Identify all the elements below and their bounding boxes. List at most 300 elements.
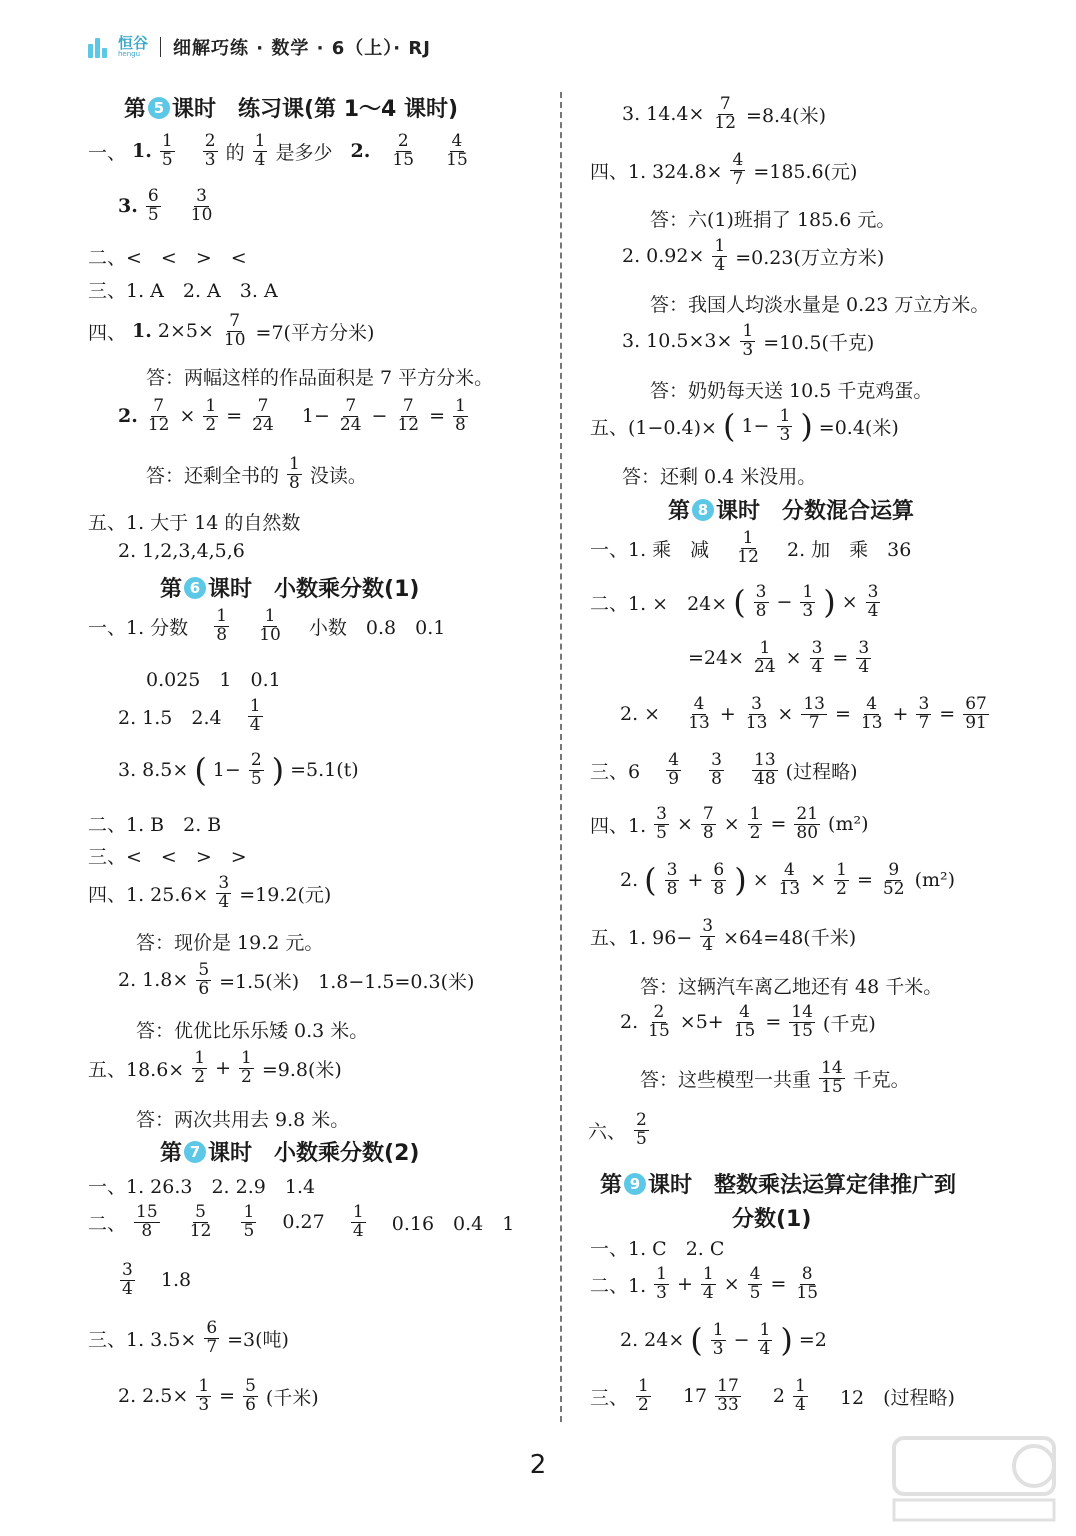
fraction — [754, 584, 769, 621]
fraction-numerator: 4 — [451, 131, 463, 151]
answer-line: 五、(1−0.4)× ( 1− $\frac{1}{3}$ ) =0.4(米) — [590, 406, 899, 446]
fraction-numerator: 1 — [194, 1048, 206, 1068]
fraction-denominator: 2 — [749, 822, 761, 843]
fraction — [239, 1050, 254, 1087]
fraction — [712, 238, 727, 275]
answer-line: $\frac{3}{4}$ 1.8 — [122, 1260, 192, 1299]
answer-line: 2. 2.5× $\frac{1}{3}$ = $\frac{5}{6}$ (千米) — [118, 1376, 319, 1415]
fraction-numerator: 1 — [742, 321, 754, 341]
fraction-numerator: 5 — [195, 1202, 206, 1222]
fraction-numerator: 3 — [755, 582, 767, 602]
fraction — [196, 962, 211, 999]
answer-line: 二、1. × 24× ( $\frac{3}{8}$ − $\frac{1}{3}$ ) × $\frac{3}{4}$ — [590, 582, 879, 622]
fraction-denominator: 4 — [795, 1394, 806, 1415]
fraction-numerator: 7 — [257, 396, 269, 416]
fraction-numerator: 1 — [712, 1320, 724, 1340]
fraction-numerator: 1 — [759, 1320, 771, 1340]
lesson-number-badge: 7 — [184, 1141, 206, 1163]
section-subtitle-lesson-9: 分数(1) — [732, 1207, 812, 1232]
fraction — [819, 1060, 845, 1097]
fraction-numerator: 2 — [397, 131, 409, 151]
fraction-numerator: 15 — [136, 1202, 158, 1222]
fraction-denominator: 15 — [392, 149, 415, 170]
fraction-numerator: 4 — [866, 694, 878, 714]
answer-line: 答：这些模型一共重 $\frac{14}{15}$ 千克。 — [640, 1058, 910, 1097]
fraction-denominator: 3 — [204, 149, 216, 170]
answer-line: 一、1. 26.3 2. 2.9 1.4 — [88, 1176, 316, 1198]
fraction-numerator: 13 — [754, 750, 776, 770]
fraction — [654, 806, 669, 843]
answer-line: 一、1. C 2. C — [590, 1238, 725, 1260]
fraction-numerator: 2 — [204, 131, 216, 151]
fraction — [701, 1266, 716, 1303]
fraction-denominator: 8 — [289, 472, 300, 493]
fraction-denominator: 3 — [712, 1338, 724, 1359]
fraction-denominator: 2 — [194, 1066, 206, 1087]
fraction-numerator: 1 — [638, 1376, 649, 1396]
fraction — [715, 1378, 741, 1415]
fraction — [730, 152, 745, 189]
fraction-numerator: 2 — [636, 1110, 647, 1130]
fraction — [810, 640, 825, 677]
fraction-numerator: 1 — [216, 606, 228, 626]
fraction — [666, 752, 681, 789]
answer-line: 三、< < > > — [88, 846, 247, 868]
fraction-denominator: 13 — [745, 712, 768, 733]
fraction — [214, 608, 229, 645]
answer-line: 答：六(1)班捐了 185.6 元。 — [650, 209, 896, 231]
fraction — [789, 1004, 815, 1041]
fraction-denominator: 4 — [759, 1338, 771, 1359]
answer-line: 二、< < > < — [88, 247, 247, 269]
fraction — [250, 398, 276, 435]
fraction-denominator: 7 — [918, 712, 930, 733]
fraction-numerator: 4 — [784, 860, 795, 880]
answer-line: 2. 1,2,3,4,5,6 — [118, 540, 245, 562]
answer-line: 二、 $\frac{15}{8}$ $\frac{5}{12}$ $\frac{1}{5}$ 0.27 $\frac{1}{4}$ 0.16 0.4 1 — [88, 1202, 515, 1241]
fraction — [963, 696, 989, 733]
fraction-numerator: 6 — [147, 186, 159, 206]
fraction-numerator: 1 — [254, 131, 266, 151]
fraction-denominator: 15 — [821, 1076, 843, 1097]
fraction-denominator: 4 — [249, 714, 261, 735]
fraction-denominator: 15 — [791, 1020, 813, 1041]
fraction — [216, 875, 231, 912]
fraction-numerator: 1 — [205, 396, 217, 416]
fraction — [700, 918, 715, 955]
fraction-numerator: 9 — [888, 860, 900, 880]
fraction-numerator: 8 — [801, 1264, 813, 1284]
fraction — [711, 1322, 726, 1359]
fraction-denominator: 52 — [882, 878, 905, 899]
fraction — [636, 1378, 651, 1415]
fraction-numerator: 3 — [918, 694, 930, 714]
answer-line: 2. × $\frac{4}{13}$ + $\frac{3}{13}$ × $\frac{13}{7}$ = $\frac{4}{13}$ + $\frac{3}{7}$ = $\frac{67}{91}$ — [620, 694, 987, 733]
fraction-denominator: 10 — [190, 204, 213, 225]
fraction-numerator: 3 — [196, 186, 207, 206]
fraction — [711, 862, 726, 899]
fraction-numerator: 1 — [759, 638, 771, 658]
fraction — [248, 698, 263, 735]
fraction-numerator: 3 — [751, 694, 762, 714]
fraction — [834, 862, 849, 899]
fraction-numerator: 7 — [229, 311, 241, 331]
fraction-numerator: 1 — [702, 1264, 714, 1284]
fraction — [189, 188, 215, 225]
fraction-numerator: 1 — [352, 1202, 364, 1222]
fraction-denominator: 4 — [702, 1282, 714, 1303]
section-title-lesson-6: 第 6 课时 小数乘分数(1) — [160, 577, 420, 602]
answer-line: 答：奶奶每天送 10.5 千克鸡蛋。 — [650, 380, 933, 402]
fraction-numerator: 1 — [455, 396, 466, 416]
answer-line: 一、1. 分数 $\frac{1}{8}$ $\frac{1}{10}$ 小数 0.8 0.1 — [88, 606, 446, 645]
fraction-denominator: 13 — [688, 712, 710, 733]
fraction-numerator: 7 — [402, 396, 414, 416]
fraction-denominator: 12 — [189, 1220, 212, 1241]
answer-line: 答：两次共用去 9.8 米。 — [136, 1109, 350, 1131]
fraction-numerator: 3 — [656, 804, 667, 824]
answer-line: 答：还剩全书的 $\frac{1}{8}$ 没读。 — [146, 454, 367, 493]
fraction-denominator: 5 — [243, 1220, 255, 1241]
fraction — [732, 1004, 758, 1041]
fraction-numerator: 3 — [711, 750, 722, 770]
fraction-numerator: 3 — [702, 916, 714, 936]
book-title: 细解巧练 · 数学 · 6（上）· RJ — [173, 38, 431, 59]
fraction — [735, 530, 761, 567]
brand-logo-icon — [88, 36, 110, 58]
fraction-denominator: 6 — [245, 1394, 256, 1415]
fraction — [758, 1322, 773, 1359]
fraction-denominator: 12 — [397, 414, 420, 435]
fraction-denominator: 13 — [860, 712, 883, 733]
answer-line: 四、1. $\frac{3}{5}$ × $\frac{7}{8}$ × $\frac{1}{2}$ = $\frac{21}{80}$ (m²) — [590, 804, 869, 843]
fraction-denominator: 24 — [339, 414, 362, 435]
fraction — [748, 806, 763, 843]
fraction-denominator: 15 — [733, 1020, 756, 1041]
fraction — [777, 408, 792, 445]
fraction-denominator: 24 — [252, 414, 274, 435]
fraction-denominator: 5 — [749, 1282, 761, 1303]
fraction — [390, 133, 416, 170]
fraction — [748, 1266, 763, 1303]
fraction — [801, 696, 827, 733]
fraction — [744, 696, 770, 733]
fraction-numerator: 1 — [249, 696, 261, 716]
fraction-denominator: 4 — [811, 656, 823, 677]
fraction-denominator: 3 — [779, 424, 791, 445]
section-title-lesson-7: 第 7 课时 小数乘分数(2) — [160, 1141, 420, 1166]
fraction-numerator: 6 — [713, 860, 725, 880]
fraction-denominator: 3 — [742, 339, 754, 360]
fraction-denominator: 12 — [714, 112, 737, 133]
answer-line: 二、1. $\frac{1}{3}$ + $\frac{1}{4}$ × $\frac{4}{5}$ = $\frac{8}{15}$ — [590, 1264, 819, 1303]
answer-line: 2. 1.5 2.4 $\frac{1}{4}$ — [118, 696, 261, 735]
section-title-lesson-9: 第 9 课时 整数乘法运算定律推广到 — [600, 1173, 957, 1198]
fraction-denominator: 15 — [446, 149, 468, 170]
fraction — [192, 1050, 207, 1087]
fraction — [253, 133, 268, 170]
answer-line: 答：优优比乐乐矮 0.3 米。 — [136, 1020, 369, 1042]
answer-line: 二、1. B 2. B — [88, 814, 222, 836]
fraction-numerator: 3 — [811, 638, 823, 658]
fraction-numerator: 1 — [795, 1376, 806, 1396]
fraction — [188, 1204, 214, 1241]
fraction-numerator: 1 — [714, 236, 726, 256]
fraction — [203, 398, 218, 435]
fraction — [203, 133, 218, 170]
fraction-numerator: 7 — [153, 396, 165, 416]
fraction-denominator: 2 — [240, 1066, 252, 1087]
fraction-denominator: 8 — [702, 822, 714, 843]
fraction-denominator: 8 — [666, 878, 678, 899]
fraction — [146, 398, 172, 435]
watermark-stamp-icon — [884, 1428, 1064, 1528]
fraction-denominator: 8 — [141, 1220, 153, 1241]
fraction-denominator: 8 — [713, 878, 725, 899]
fraction-numerator: 1 — [161, 131, 173, 151]
fraction-numerator: 4 — [732, 150, 744, 170]
fraction-numerator: 5 — [245, 1376, 256, 1396]
column-divider — [560, 92, 562, 1422]
fraction — [709, 752, 724, 789]
answer-line: 答：两幅这样的作品面积是 7 平方分米。 — [146, 367, 494, 389]
fraction — [453, 398, 468, 435]
fraction — [160, 133, 175, 170]
fraction-denominator: 7 — [808, 712, 820, 733]
fraction-denominator: 7 — [732, 168, 744, 189]
page-header — [88, 30, 431, 64]
fraction-denominator: 80 — [796, 822, 819, 843]
answer-line: 五、18.6× $\frac{1}{2}$ + $\frac{1}{2}$ =9.8(米) — [88, 1048, 342, 1087]
fraction-numerator: 1 — [243, 1202, 255, 1222]
fraction — [752, 752, 778, 789]
fraction — [241, 1204, 256, 1241]
fraction — [351, 1204, 366, 1241]
fraction-numerator: 3 — [858, 638, 870, 658]
fraction-denominator: 48 — [754, 768, 776, 789]
answer-line: 一、 1. $\frac{1}{5}$ $\frac{2}{3}$ 的 $\frac{1}{4}$ 是多少 2. $\frac{2}{15}$ $\frac{4}{15}$ — [88, 131, 468, 170]
fraction-numerator: 4 — [749, 1264, 761, 1284]
answer-line: 3. 14.4× $\frac{7}{12}$ =8.4(米) — [622, 94, 827, 133]
fraction — [338, 398, 364, 435]
page-number: 2 — [529, 1450, 547, 1480]
answer-line: 3. 10.5×3× $\frac{1}{3}$ =10.5(千克) — [622, 321, 875, 360]
fraction-denominator: 10 — [259, 624, 281, 645]
fraction — [146, 188, 161, 225]
fraction-numerator: 13 — [803, 694, 825, 714]
fraction-denominator: 4 — [122, 1278, 133, 1299]
fraction — [881, 862, 907, 899]
lesson-number-badge: 5 — [148, 97, 170, 119]
brand-name-en: hengu — [118, 50, 141, 58]
fraction-numerator: 2 — [250, 750, 262, 770]
fraction-denominator: 12 — [737, 546, 759, 567]
fraction — [646, 1004, 672, 1041]
fraction — [752, 640, 778, 677]
brand-name: 恒谷 — [118, 34, 149, 52]
fraction-numerator: 1 — [198, 1376, 210, 1396]
answer-line: 2. 24× ( $\frac{1}{3}$ − $\frac{1}{4}$ ) =2 — [620, 1320, 827, 1360]
fraction-numerator: 3 — [666, 860, 678, 880]
fraction-denominator: 5 — [636, 1128, 647, 1149]
fraction-numerator: 7 — [345, 396, 357, 416]
fraction-denominator: 8 — [755, 600, 767, 621]
fraction-denominator: 5 — [250, 768, 262, 789]
fraction-numerator: 1 — [802, 582, 814, 602]
fraction-denominator: 5 — [656, 822, 667, 843]
fraction-denominator: 7 — [206, 1336, 218, 1357]
fraction-denominator: 3 — [198, 1394, 210, 1415]
fraction-denominator: 4 — [867, 600, 879, 621]
fraction-denominator: 4 — [858, 656, 870, 677]
fraction-numerator: 1 — [749, 804, 761, 824]
answer-line: 三、 $\frac{1}{2}$ 17 $\frac{17}{33}$ 2 $\frac{1}{4}$ 12 (过程略) — [590, 1376, 955, 1415]
fraction — [794, 1266, 820, 1303]
fraction-denominator: 91 — [965, 712, 987, 733]
fraction-denominator: 6 — [198, 978, 210, 999]
header-divider — [160, 37, 161, 57]
fraction — [444, 133, 470, 170]
fraction — [287, 456, 302, 493]
answer-line: 三、6 $\frac{4}{9}$ $\frac{3}{8}$ $\frac{13}{48}$ (过程略) — [590, 750, 858, 789]
fraction-numerator: 21 — [796, 804, 819, 824]
fraction-denominator: 8 — [216, 624, 228, 645]
fraction-denominator: 33 — [717, 1394, 739, 1415]
fraction-numerator: 1 — [264, 606, 276, 626]
fraction-denominator: 2 — [205, 414, 217, 435]
fraction — [686, 696, 712, 733]
answer-line: 四、 1. 2×5× $\frac{7}{10}$ =7(平方分米) — [88, 311, 375, 350]
fraction-denominator: 13 — [778, 878, 801, 899]
fraction-numerator: 17 — [717, 1376, 739, 1396]
fraction — [793, 1378, 808, 1415]
fraction-numerator: 67 — [965, 694, 987, 714]
fraction-numerator: 3 — [218, 873, 230, 893]
fraction — [395, 398, 421, 435]
fraction-denominator: 15 — [648, 1020, 670, 1041]
fraction-denominator: 5 — [161, 149, 173, 170]
answer-line: 2. ( $\frac{3}{8}$ + $\frac{6}{8}$ ) × $\frac{4}{13}$ × $\frac{1}{2}$ = $\frac{9}{52}$ (m²) — [620, 860, 956, 900]
fraction — [654, 1266, 669, 1303]
fraction-numerator: 1 — [836, 860, 847, 880]
fraction — [257, 608, 283, 645]
fraction — [665, 862, 680, 899]
fraction-numerator: 1 — [779, 406, 791, 426]
fraction-denominator: 4 — [702, 934, 714, 955]
fraction-denominator: 15 — [796, 1282, 819, 1303]
fraction-denominator: 4 — [352, 1220, 364, 1241]
section-title-lesson-8: 第 8 课时 分数混合运算 — [668, 499, 915, 524]
answer-line: 五、1. 大于 14 的自然数 — [88, 512, 301, 534]
fraction — [740, 323, 755, 360]
brand — [118, 36, 148, 58]
fraction — [777, 862, 803, 899]
fraction-denominator: 2 — [638, 1394, 649, 1415]
answer-line: 3. 8.5× ( 1− $\frac{2}{5}$ ) =5.1(t) — [118, 750, 359, 790]
fraction-numerator: 4 — [668, 750, 680, 770]
answer-line: 三、1. A 2. A 3. A — [88, 280, 278, 302]
fraction-numerator: 5 — [198, 960, 210, 980]
fraction-numerator: 1 — [742, 528, 754, 548]
fraction — [120, 1262, 135, 1299]
fraction — [859, 696, 885, 733]
answer-line: 0.025 1 0.1 — [146, 669, 281, 691]
fraction — [243, 1378, 258, 1415]
fraction-denominator: 3 — [802, 600, 814, 621]
answer-line: 六、 $\frac{2}{5}$ — [588, 1110, 647, 1149]
lesson-number-badge: 6 — [184, 577, 206, 599]
fraction-numerator: 14 — [791, 1002, 813, 1022]
fraction — [866, 584, 881, 621]
fraction-denominator: 8 — [711, 768, 722, 789]
fraction-numerator: 1 — [240, 1048, 252, 1068]
fraction-numerator: 3 — [867, 582, 879, 602]
fraction-numerator: 4 — [693, 694, 705, 714]
fraction — [634, 1112, 649, 1149]
answer-line: 四、1. 324.8× $\frac{4}{7}$ =185.6(元) — [590, 150, 858, 189]
answer-line: 答：我国人均淡水量是 0.23 万立方米。 — [650, 294, 990, 316]
fraction-denominator: 4 — [218, 891, 230, 912]
fraction — [916, 696, 931, 733]
answer-line: 3. $\frac{6}{5}$ $\frac{3}{10}$ — [118, 186, 213, 225]
fraction-numerator: 14 — [821, 1058, 843, 1078]
answer-line: 答：这辆汽车离乙地还有 48 千米。 — [640, 976, 943, 998]
fraction — [712, 96, 738, 133]
answer-line: 答：现价是 19.2 元。 — [136, 932, 324, 954]
fraction-numerator: 1 — [289, 454, 300, 474]
fraction-denominator: 5 — [147, 204, 159, 225]
fraction-numerator: 7 — [719, 94, 731, 114]
fraction-denominator: 9 — [668, 768, 680, 789]
answer-line: =24× $\frac{1}{24}$ × $\frac{3}{4}$ = $\frac{3}{4}$ — [688, 638, 870, 677]
fraction-denominator: 4 — [714, 254, 726, 275]
fraction-numerator: 4 — [739, 1002, 750, 1022]
fraction-numerator: 6 — [206, 1318, 218, 1338]
fraction-denominator: 3 — [656, 1282, 667, 1303]
lesson-number-badge: 9 — [624, 1173, 646, 1195]
section-title-lesson-5: 第 5 课时 练习课(第 1～4 课时) — [124, 97, 459, 122]
answer-line: 2. 0.92× $\frac{1}{4}$ =0.23(万立方米) — [622, 236, 885, 275]
answer-line: 2. 1.8× $\frac{5}{6}$ =1.5(米) 1.8−1.5=0.3(米) — [118, 960, 475, 999]
fraction — [134, 1204, 160, 1241]
fraction-denominator: 4 — [254, 149, 266, 170]
fraction-numerator: 1 — [656, 1264, 667, 1284]
answer-line: 四、1. 25.6× $\frac{3}{4}$ =19.2(元) — [88, 873, 332, 912]
fraction — [204, 1320, 219, 1357]
answer-line: 一、1. 乘 减 $\frac{1}{12}$ 2. 加 乘 36 — [590, 528, 912, 567]
fraction-denominator: 24 — [754, 656, 776, 677]
answer-line: 三、1. 3.5× $\frac{6}{7}$ =3(吨) — [88, 1318, 289, 1357]
fraction — [800, 584, 815, 621]
answer-line: 五、1. 96− $\frac{3}{4}$ ×64=48(千米) — [590, 916, 857, 955]
fraction — [249, 752, 264, 789]
answer-line: 2. $\frac{2}{15}$ ×5+ $\frac{4}{15}$ = $\frac{14}{15}$ (千克) — [620, 1002, 876, 1041]
fraction-numerator: 2 — [653, 1002, 665, 1022]
fraction-denominator: 12 — [147, 414, 170, 435]
fraction — [701, 806, 716, 843]
fraction-denominator: 2 — [836, 878, 847, 899]
fraction — [196, 1378, 211, 1415]
lesson-number-badge: 8 — [692, 499, 714, 521]
fraction — [222, 313, 248, 350]
fraction-denominator: 10 — [223, 329, 246, 350]
fraction-numerator: 7 — [702, 804, 714, 824]
answer-line: 2. $\frac{7}{12}$ × $\frac{1}{2}$ = $\frac{7}{24}$ 1− $\frac{7}{24}$ − $\frac{7}{12}$ = $\frac{1}{8}$ — [118, 396, 466, 435]
fraction-numerator: 3 — [122, 1260, 133, 1280]
fraction — [856, 640, 871, 677]
answer-line: 答：还剩 0.4 米没用。 — [622, 466, 817, 488]
fraction — [794, 806, 820, 843]
